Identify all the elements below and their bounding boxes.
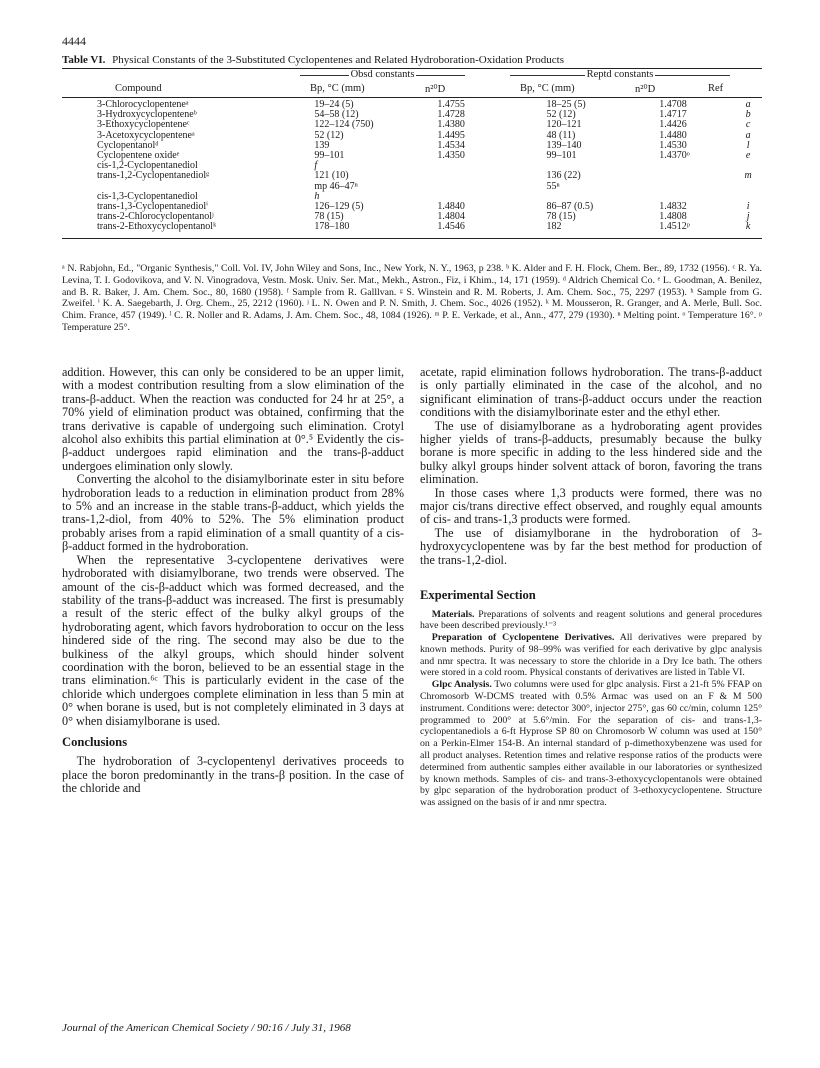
- table-caption: [62, 54, 762, 66]
- table-header-rule: [62, 97, 762, 98]
- table-cell: 52 (12): [314, 129, 344, 141]
- preparation-text: All derivatives were prepared by known methods. Purity of 98–99% was verified for each derivative by glpc analysis and nmr spectra. It was necessary to store the chloride in a Dry Ice bath. The others were stored in a cold room. Physical constants of derivatives are listed in Table VI.: [420, 632, 762, 679]
- table-cell: cis-1,3-Cyclopentanediol: [97, 190, 198, 202]
- table-cell: 1.4480: [659, 129, 687, 141]
- table-cell: 3-Chlorocyclopenteneᵃ: [97, 99, 189, 110]
- table-cell: 1.4804: [437, 211, 465, 223]
- table-cell: 3-Hydroxycyclopenteneᵇ: [97, 109, 197, 121]
- table-cell: mp 46–47ⁿ: [314, 180, 358, 192]
- table-cell: 99–101: [314, 150, 345, 162]
- table-cell: 1.4708: [659, 99, 687, 110]
- table-cell: 1.4808: [659, 211, 687, 223]
- table-cell: 99–101: [546, 150, 577, 162]
- table-cell: 1.4350: [437, 150, 465, 162]
- table-cell: [437, 182, 516, 192]
- table-cell: 1.4832: [659, 201, 687, 213]
- table-cell: k: [745, 221, 751, 233]
- table-cell: [437, 171, 516, 181]
- run-in-heading-preparation: Preparation of Cyclopentene Derivatives.: [431, 632, 615, 644]
- left-column: [62, 366, 404, 796]
- table-cell: 178–180: [314, 221, 350, 233]
- table-cell: 48 (11): [546, 129, 576, 141]
- table-cell: 1.4530: [659, 139, 687, 151]
- materials-text: Preparations of solvents and reagent solutions and general procedures have been described previously.¹⁻³: [420, 608, 762, 632]
- table-caption-text: Physical Constants of the 3-Substituted Cyclopentenes and Related Hydroboration-Oxidation Products: [112, 54, 565, 66]
- table-cell: 3-Acetoxycyclopenteneᵃ: [97, 129, 195, 141]
- table-cell: 3-Ethoxycyclopenteneᶜ: [97, 119, 190, 131]
- col-header-reptd-n: n²⁰D: [635, 84, 656, 95]
- table-cell: h: [314, 190, 320, 202]
- body-paragraph: The use of disiamylborane as a hydroborating agent provides higher yields of trans-β-adducts, presumably because the bulky borane is more specific in adding to the less hindered side and the bulky alkyl groups hinder solvent attack of boron, favoring the trans elimination.: [420, 418, 762, 487]
- table-cell: 139: [314, 139, 330, 151]
- table-cell: 78 (15): [314, 211, 344, 223]
- table-cell: 126–129 (5): [314, 201, 364, 213]
- run-in-heading-glpc: Glpc Analysis.: [431, 679, 492, 691]
- table-cell: 136 (22): [546, 170, 581, 182]
- experimental-text: [420, 609, 762, 810]
- col-header-obsd-n: n²⁰D: [425, 84, 446, 95]
- table-cell: 182: [546, 221, 562, 233]
- table-cell: 1.4426: [659, 119, 687, 131]
- table-row: [62, 131, 762, 141]
- table-cell: Cyclopentanolᵈ: [97, 139, 159, 151]
- table-row: [62, 171, 762, 181]
- table-cell: trans-1,2-Cyclopentanediolᵍ: [97, 170, 210, 182]
- body-paragraph: acetate, rapid elimination follows hydroboration. The trans-β-adduct is only partially eliminated in the case of the alcohol, and no significant elimination of trans-β-adduct occurs under the reaction conditions with the disiamylborinate ester and the ethyl ether.: [420, 365, 762, 420]
- table-cell: 1.4512ᵖ: [659, 221, 690, 233]
- table-label: Table VI.: [62, 54, 106, 66]
- table-cell: a: [745, 99, 751, 110]
- table-cell: 1.4717: [659, 109, 687, 121]
- table-cell: b: [745, 109, 751, 121]
- table-cell: [437, 161, 516, 171]
- table-cell: m: [744, 170, 752, 182]
- col-header-reptd-bp: Bp, °C (mm): [520, 83, 575, 94]
- table-cell: 1.4534: [437, 139, 465, 151]
- body-paragraph: addition. However, this can only be considered to be an upper limit, with a modest contribution resulting from a slow elimination of the trans-β-adduct. When the reaction was conducted for 24 hr at 25°, a 70% yield of elimination product was obtained, confirming that the trans derivative is capable of undergoing such elimination. Crotyl alcohol also exhibits this partial elimination at 0°.⁵ Evidently the cis-β-adduct undergoes rapid elimination and the trans-β-adduct undergoes elimination only slowly.: [62, 365, 404, 473]
- page-number: 4444: [62, 34, 86, 48]
- table-cell: 120–121: [546, 119, 582, 131]
- journal-footer: Journal of the American Chemical Society / 90:16 / July 31, 1968: [62, 1022, 351, 1034]
- body-paragraph: The hydroboration of 3-cyclopentenyl derivatives proceeds to place the boron predominantly in the trans-β position. In the case of the chloride and: [62, 754, 404, 796]
- table-cell: 1.4755: [437, 99, 465, 110]
- col-header-ref: Ref: [708, 83, 724, 94]
- right-column: [420, 366, 762, 809]
- table-cell: 55ⁿ: [546, 180, 560, 192]
- table-row: [62, 222, 762, 232]
- table-cell: 139–140: [546, 139, 582, 151]
- table-cell: 1.4840: [437, 201, 465, 213]
- table-cell: 18–25 (5): [546, 99, 586, 110]
- table-cell: cis-1,2-Cyclopentanediol: [97, 160, 198, 172]
- table-cell: 54–58 (12): [314, 109, 359, 121]
- body-paragraph: In those cases where 1,3 products were formed, there was no major cis/trans directive effect observed, and roughly equal amounts of cis- and trans-1,3 products were formed.: [420, 485, 762, 527]
- table-cell: Cyclopentene oxideᵉ: [97, 150, 180, 162]
- table-cell: 78 (15): [546, 211, 576, 223]
- table-cell: c: [745, 119, 751, 131]
- table-cell: 52 (12): [546, 109, 576, 121]
- table-cell: 1.4546: [437, 221, 465, 233]
- obsd-group-heading: Obsd constants: [350, 69, 415, 80]
- table-cell: 122–124 (750): [314, 119, 374, 131]
- table-cell: e: [745, 150, 751, 162]
- table-cell: [659, 182, 734, 192]
- table-cell: 1.4728: [437, 109, 465, 121]
- table-cell: trans-2-Chlorocyclopentanolʲ: [97, 211, 214, 223]
- table-cell: [659, 171, 734, 181]
- table-cell: 19–24 (5): [314, 99, 354, 110]
- table-cell: trans-1,3-Cyclopentanediolⁱ: [97, 201, 208, 213]
- body-paragraph: The use of disiamylborane in the hydroboration of 3-hydroxycyclopentene was by far the best method for production of the trans-1,2-diol.: [420, 525, 762, 567]
- table-cell: j: [746, 211, 750, 223]
- table-cell: i: [746, 201, 750, 213]
- table-cell: a: [745, 129, 751, 141]
- run-in-heading-materials: Materials.: [431, 608, 475, 620]
- glpc-text: Two columns were used for glpc analysis. First a 21-ft 5% FFAP on Chromosorb W-DCMS treated with 0.5% Armac was used on an F & M 500 instrument. Conditions were: detector 300°, injector 275°, gas 60 cc/min, column 125° programmed to 200° at 5.6°/min. For the separation of cis- and trans-1,3-cyclopentanediols a 6-ft Hyprose SP 80 on Chromosorb W column was used at 150° on a Perkin-Elmer 154-B. An internal standard of p-dimethoxybenzene was used for all product analyses. Retention times and relative response ratios of the products were determined from authentic samples either available in our laboratories or synthesized by known methods. Samples of cis- and trans-3-ethoxycyclopentanols were obtained by glpc separation of the hydroboration product of 3-ethoxycyclopentene. Structure was assigned on the basis of ir and nmr spectra.: [420, 679, 763, 809]
- table-cell: 1.4380: [437, 119, 465, 131]
- constants-table: [62, 100, 762, 233]
- table-cell: 1.4495: [437, 129, 465, 141]
- table-cell: 1.4370ᵒ: [659, 150, 690, 162]
- table-cell: [734, 182, 762, 192]
- table-bottom-rule: [62, 238, 762, 239]
- table-cell: trans-2-Ethoxycyclopentanolᵏ: [97, 221, 217, 233]
- table-cell: [517, 161, 660, 171]
- table-footnotes: ᵃ N. Rabjohn, Ed., "Organic Synthesis," Coll. Vol. IV, John Wiley and Sons, Inc., New York, N. Y., 1963, p 238. ᵇ K. Alder and F. H. Flock, Chem. Ber., 89, 1732 (1956). ᶜ R. Ya. Levina, T. I. Godovikova, and V. N. Vinogradova, Vestn. Mosk. Univ. Ser. Mat., Mekh., Astron., Fiz, i Khim., 14, 171 (1959). ᵈ Aldrich Chemical Co. ᵉ L. Goodman, A. Benilez, and B. R. Baker, J. Am. Chem. Soc., 80, 1680 (1958). ᶠ Sample from R. Galllvan. ᵍ S. Winstein and R. M. Roberts, J. Am. Chem. Soc., 75, 2297 (1953). ʰ Sample from G. Zweifel. ⁱ K. A. Saegebarth, J. Org. Chem., 25, 2212 (1960). ʲ L. N. Owen and P. N. Smith, J. Chem. Soc., 4026 (1952). ᵏ M. Mousseron, R. Granger, and A. Merle, Bull. Soc. Chim. France, 457 (1949). ˡ C. R. Noller and R. Adams, J. Am. Chem. Soc., 48, 1084 (1926). ᵐ P. E. Verkade, et al., Ann., 477, 279 (1930). ⁿ Melting point. ᵒ Temperature 16°. ᵖ Temperature 25°.: [62, 263, 762, 333]
- col-header-obsd-bp: Bp, °C (mm): [310, 83, 365, 94]
- body-paragraph: Converting the alcohol to the disiamylborinate ester in situ before hydroboration leads to a reduction in elimination product from 28% to 5% and an increase in the stable trans-β-adduct, which yields the trans-1,2-diol, from 40% to 52%. The 5% elimination product probably arises from a rapid elimination of a small quantity of a cis-β-adduct formed in the hydroboration.: [62, 472, 404, 554]
- table-cell: 86–87 (0.5): [546, 201, 594, 213]
- table-cell: [659, 161, 734, 171]
- reptd-group-heading: Reptd constants: [586, 69, 654, 80]
- col-header-compound: Compound: [115, 83, 162, 94]
- table-cell: f: [314, 160, 318, 172]
- table-cell: l: [746, 139, 750, 151]
- section-heading-conclusions: Conclusions: [62, 734, 128, 749]
- table-cell: 121 (10): [314, 170, 349, 182]
- section-heading-experimental: Experimental Section: [420, 588, 536, 603]
- body-paragraph: When the representative 3-cyclopentene derivatives were hydroborated with disiamylborane, two trends were observed. The amount of the cis-β-adduct which was formed decreased, and the stability of the trans-β-adduct was increased. The first is presumably a result of the steric effect of the bulky alkyl groups of the hydroborating agent, which favors hydroboration to occur on the less hindered side of the ring. The second may also be due to the bulkiness of the alkyl groups, which should hinder solvent coordination with the boron, believed to be an essential stage in the trans elimination.⁶ᶜ This is particularly evident in the case of the chloride which undergoes complete elimination in less than 5 min at 0° when borane is used, but is not completely eliminated in 3 days at 0° when disiamylborane is used.: [62, 552, 404, 728]
